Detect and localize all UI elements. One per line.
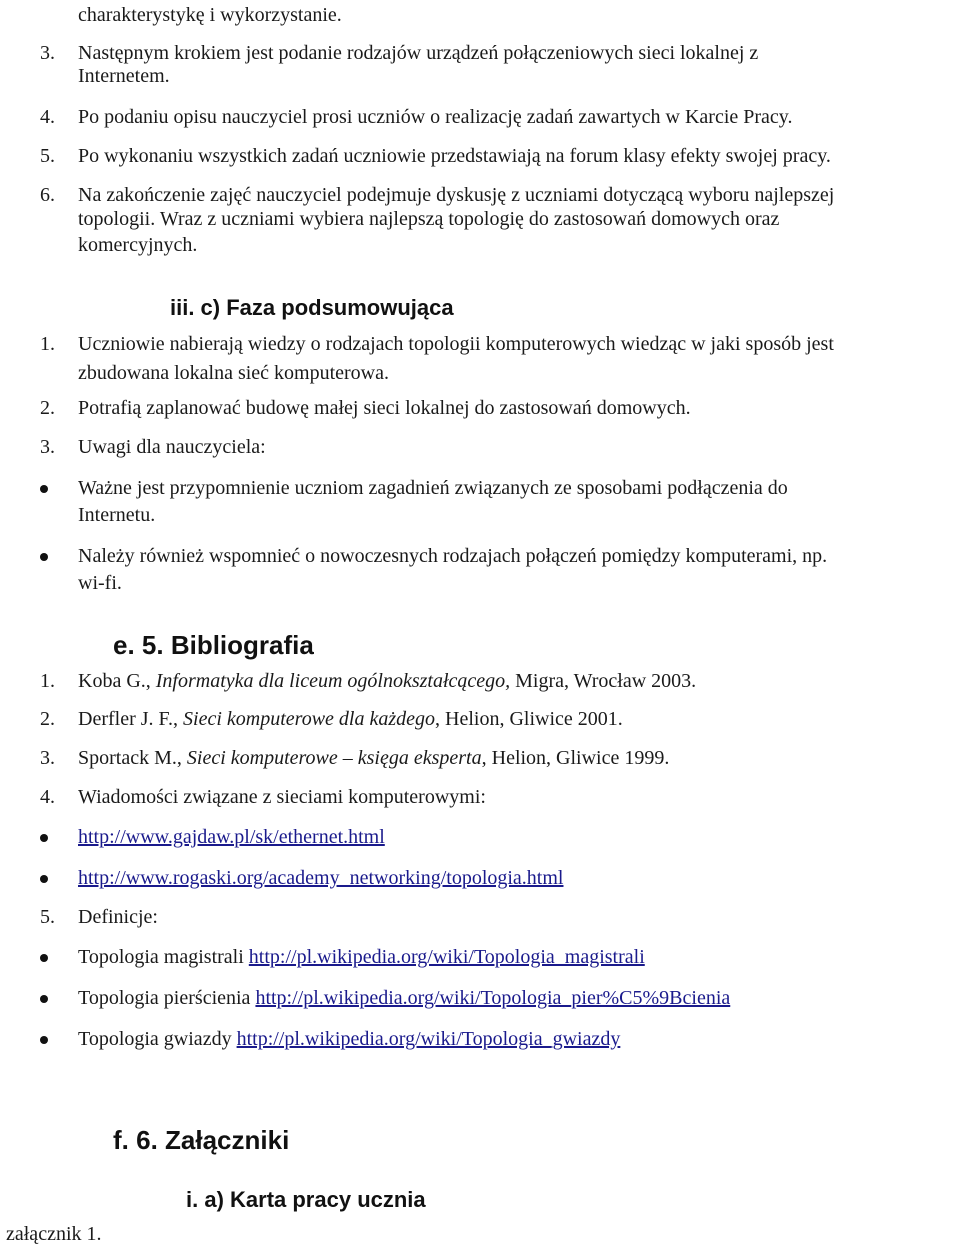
bibliography-entry: Sportack M., Sieci komputerowe – księga eksperta, Helion, Gliwice 1999.	[78, 747, 670, 769]
list-number: 2.	[40, 708, 55, 730]
bullet-text: Należy również wspomnieć o nowoczesnych rodzajach połączeń pomiędzy komputerami, np.	[78, 545, 828, 567]
list-number: 2.	[40, 397, 55, 419]
bullet-text: wi-fi.	[78, 572, 122, 594]
list-number: 4.	[40, 106, 55, 128]
list-item-text: Uczniowie nabierają wiedzy o rodzajach topologii komputerowych wiedząc w jaki sposób jest	[78, 333, 834, 355]
list-number: 3.	[40, 42, 55, 64]
list-number: 5.	[40, 906, 55, 928]
bullet-icon	[40, 954, 48, 962]
bullet-text: Ważne jest przypomnienie uczniom zagadnień związanych ze sposobami podłączenia do	[78, 477, 788, 499]
list-item-text: Uwagi dla nauczyciela:	[78, 436, 266, 458]
list-item-text: komercyjnych.	[78, 234, 198, 256]
section-heading-attachments: f. 6. Załączniki	[113, 1125, 290, 1155]
list-number: 5.	[40, 145, 55, 167]
section-heading-summary: iii. c) Faza podsumowująca	[170, 295, 454, 320]
link-ethernet[interactable]: http://www.gajdaw.pl/sk/ethernet.html	[78, 826, 385, 848]
bullet-text: Internetu.	[78, 504, 156, 526]
list-number: 6.	[40, 184, 55, 206]
list-item-text: Definicje:	[78, 906, 158, 928]
bibliography-entry: Derfler J. F., Sieci komputerowe dla każdego, Helion, Gliwice 2001.	[78, 708, 623, 730]
list-item-text: Internetem.	[78, 65, 170, 87]
list-item-text: Potrafią zaplanować budowę małej sieci lokalnej do zastosowań domowych.	[78, 397, 691, 419]
list-item-text: Po podaniu opisu nauczyciel prosi uczniów o realizację zadań zawartych w Karcie Pracy.	[78, 106, 793, 128]
bullet-icon	[40, 995, 48, 1003]
bullet-icon	[40, 875, 48, 883]
list-item-text: Na zakończenie zajęć nauczyciel podejmuje dyskusję z uczniami dotyczącą wyboru najlepszej	[78, 184, 835, 206]
list-number: 3.	[40, 436, 55, 458]
list-item-text: zbudowana lokalna sieć komputerowa.	[78, 362, 390, 384]
link-topologia[interactable]: http://www.rogaski.org/academy_networking/topologia.html	[78, 867, 564, 889]
list-number: 4.	[40, 786, 55, 808]
list-number: 1.	[40, 670, 55, 692]
bullet-icon	[40, 1036, 48, 1044]
subheading-worksheet: i. a) Karta pracy ucznia	[186, 1187, 426, 1212]
bibliography-entry: Koba G., Informatyka dla liceum ogólnokształcącego, Migra, Wrocław 2003.	[78, 670, 697, 692]
list-number: 1.	[40, 333, 55, 355]
footnote-attachment: załącznik 1.	[6, 1223, 102, 1245]
list-number: 3.	[40, 747, 55, 769]
bullet-icon	[40, 834, 48, 842]
list-item-text: Następnym krokiem jest podanie rodzajów urządzeń połączeniowych sieci lokalnej z	[78, 42, 759, 64]
link-topologia-magistrali[interactable]: http://pl.wikipedia.org/wiki/Topologia_magistrali	[248, 946, 645, 968]
paragraph-line: charakterystykę i wykorzystanie.	[78, 4, 342, 26]
list-item-text: Wiadomości związane z sieciami komputerowymi:	[78, 786, 486, 808]
section-heading-bibliography: e. 5. Bibliografia	[113, 630, 314, 660]
definition-line: Topologia gwiazdy http://pl.wikipedia.org/wiki/Topologia_gwiazdy	[78, 1028, 621, 1050]
bullet-icon	[40, 553, 48, 561]
bullet-icon	[40, 485, 48, 493]
list-item-text: Po wykonaniu wszystkich zadań uczniowie przedstawiają na forum klasy efekty swojej pracy.	[78, 145, 831, 167]
definition-line: Topologia pierścienia http://pl.wikipedia.org/wiki/Topologia_pier%C5%9Bcienia	[78, 987, 731, 1009]
link-topologia-pierscienia[interactable]: http://pl.wikipedia.org/wiki/Topologia_pier%C5%9Bcienia	[255, 987, 731, 1009]
definition-line: Topologia magistrali http://pl.wikipedia.org/wiki/Topologia_magistrali	[78, 946, 645, 968]
list-item-text: topologii. Wraz z uczniami wybiera najlepszą topologię do zastosowań domowych oraz	[78, 208, 780, 230]
link-topologia-gwiazdy[interactable]: http://pl.wikipedia.org/wiki/Topologia_gwiazdy	[236, 1028, 621, 1050]
